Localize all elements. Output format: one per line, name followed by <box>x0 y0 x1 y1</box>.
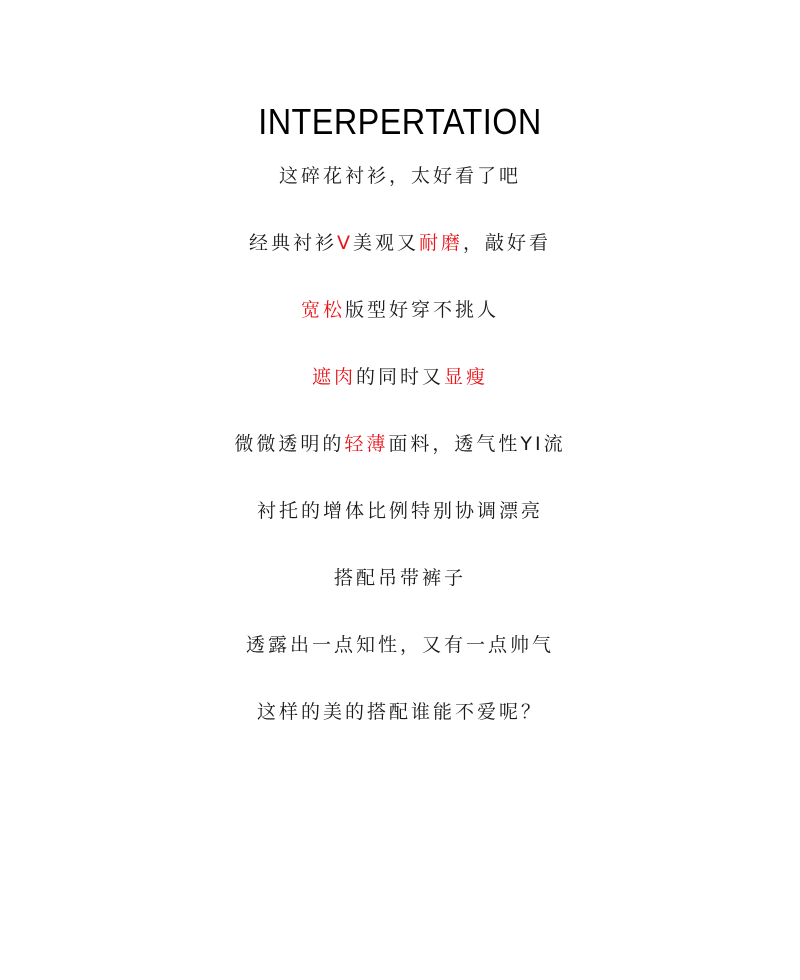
highlight-segment: 轻薄 <box>344 433 389 455</box>
highlight-segment: 宽松 <box>300 299 345 321</box>
text-line <box>0 227 800 294</box>
text-line <box>0 428 800 495</box>
line-segment: 的同时又 <box>355 366 444 388</box>
line-segment: 美观又 <box>352 232 419 254</box>
text-line <box>0 562 800 629</box>
text-line <box>0 294 800 361</box>
text-line <box>0 629 800 696</box>
text-line <box>0 361 800 428</box>
line-segment: 这碎花衬衫，太好看了吧 <box>278 165 521 187</box>
line-segment: 衬托的增体比例特别协调漂亮 <box>256 500 543 522</box>
text-line <box>0 696 800 763</box>
line-segment: 微微透明的 <box>234 433 345 455</box>
line-segment: 搭配吊带裤子 <box>333 567 466 589</box>
text-line <box>0 160 800 227</box>
line-segment: 版型好穿不挑人 <box>345 299 500 321</box>
line-segment: 经典衬衫 <box>248 232 337 254</box>
line-segment: 面料，透气性YI流 <box>388 433 566 455</box>
highlight-segment: 显瘦 <box>444 366 489 388</box>
line-segment: 透露出一点知性，又有一点帅气 <box>245 634 554 656</box>
highlight-segment: 耐磨 <box>419 232 464 254</box>
highlight-segment: V <box>336 232 353 254</box>
text-line <box>0 495 800 562</box>
description-lines <box>0 160 800 763</box>
line-segment: ，敲好看 <box>463 232 552 254</box>
page-title: INTERPERTATION <box>258 101 542 142</box>
highlight-segment: 遮肉 <box>311 366 356 388</box>
line-segment: 这样的美的搭配谁能不爱呢？ <box>256 701 543 723</box>
